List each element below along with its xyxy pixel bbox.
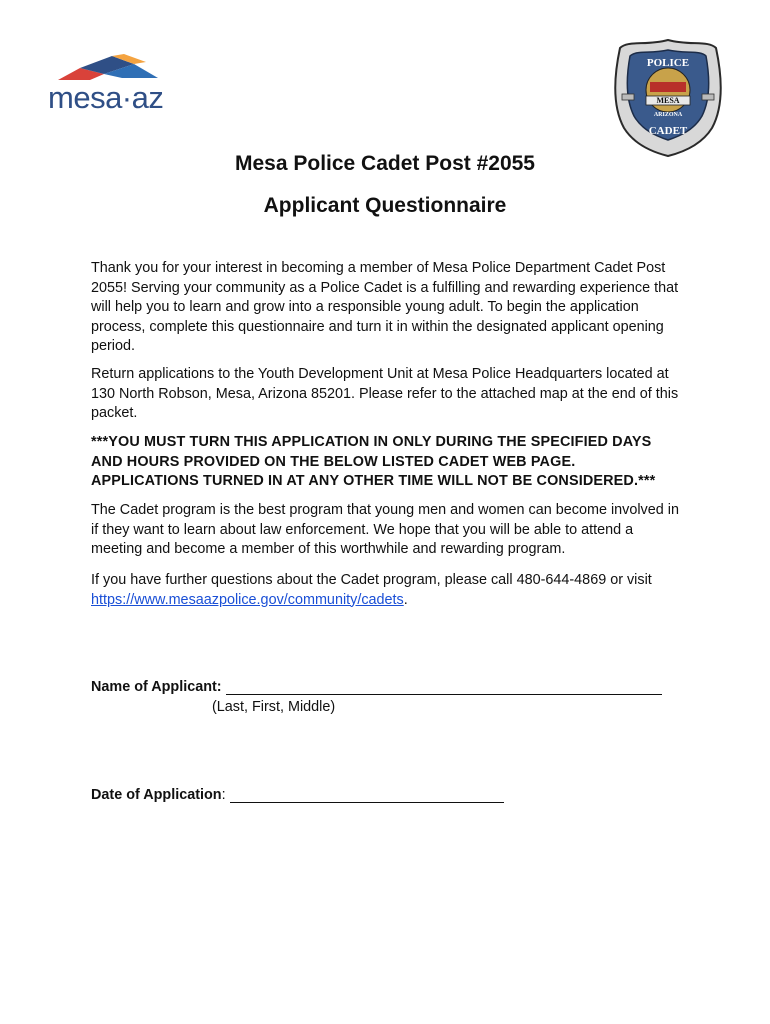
application-date-colon: : <box>221 787 226 803</box>
contact-text: If you have further questions about the Cadet program, please call 480-644-4869 or visit <box>91 572 652 588</box>
badge-middle-text: MESA <box>656 96 680 105</box>
document-title: Mesa Police Cadet Post #2055 <box>235 152 535 175</box>
contact-paragraph <box>91 571 683 610</box>
applicant-name-field <box>91 679 662 695</box>
application-date-input-line[interactable] <box>230 788 504 803</box>
badge-top-text: POLICE <box>646 57 690 69</box>
application-date-field <box>91 787 504 803</box>
badge-state-text: ARIZONA <box>653 112 683 118</box>
mesa-az-logo <box>44 52 174 116</box>
deadline-warning-paragraph: ***YOU MUST TURN THIS APPLICATION IN ONLY DURING THE SPECIFIED DAYS AND HOURS PROVIDED ON THE BELOW LISTED CADET WEB PAGE. APPLICATIONS TURNED IN AT ANY OTHER TIME WILL NOT BE CONSIDERED.*** <box>91 434 656 490</box>
application-date-label: Date of Application <box>91 787 222 803</box>
contact-suffix: . <box>403 591 408 608</box>
document-subtitle: Applicant Questionnaire <box>263 194 507 217</box>
cadet-webpage-link[interactable]: https://www.mesaazpolice.gov/community/cadets <box>91 591 404 608</box>
applicant-name-hint: (Last, First, Middle) <box>212 699 336 715</box>
logo-text: mesa·az <box>48 80 164 115</box>
applicant-name-input-line[interactable] <box>226 680 662 695</box>
program-description-paragraph: The Cadet program is the best program that young men and women can become involved in if they want to learn about law enforcement. We hope that you will be able to attend a meeting and become a member of this worthwhile and rewarding program. <box>91 502 679 558</box>
badge-bottom-text: CADET <box>648 125 688 137</box>
return-instructions-paragraph: Return applications to the Youth Development Unit at Mesa Police Headquarters located at 130 North Robson, Mesa, Arizona 85201. Please refer to the attached map at the end of this packet. <box>91 366 679 422</box>
applicant-name-label: Name of Applicant: <box>91 679 222 695</box>
intro-paragraph: Thank you for your interest in becoming a member of Mesa Police Department Cadet Post 2055! Serving your community as a Police Cadet is a fulfilling and rewarding experience that will help you to learn and grow into a responsible young adult. To begin the application process, complete this questionnaire and turn it in within the designated applicant opening period. <box>91 260 679 355</box>
police-cadet-badge-icon <box>612 36 724 158</box>
